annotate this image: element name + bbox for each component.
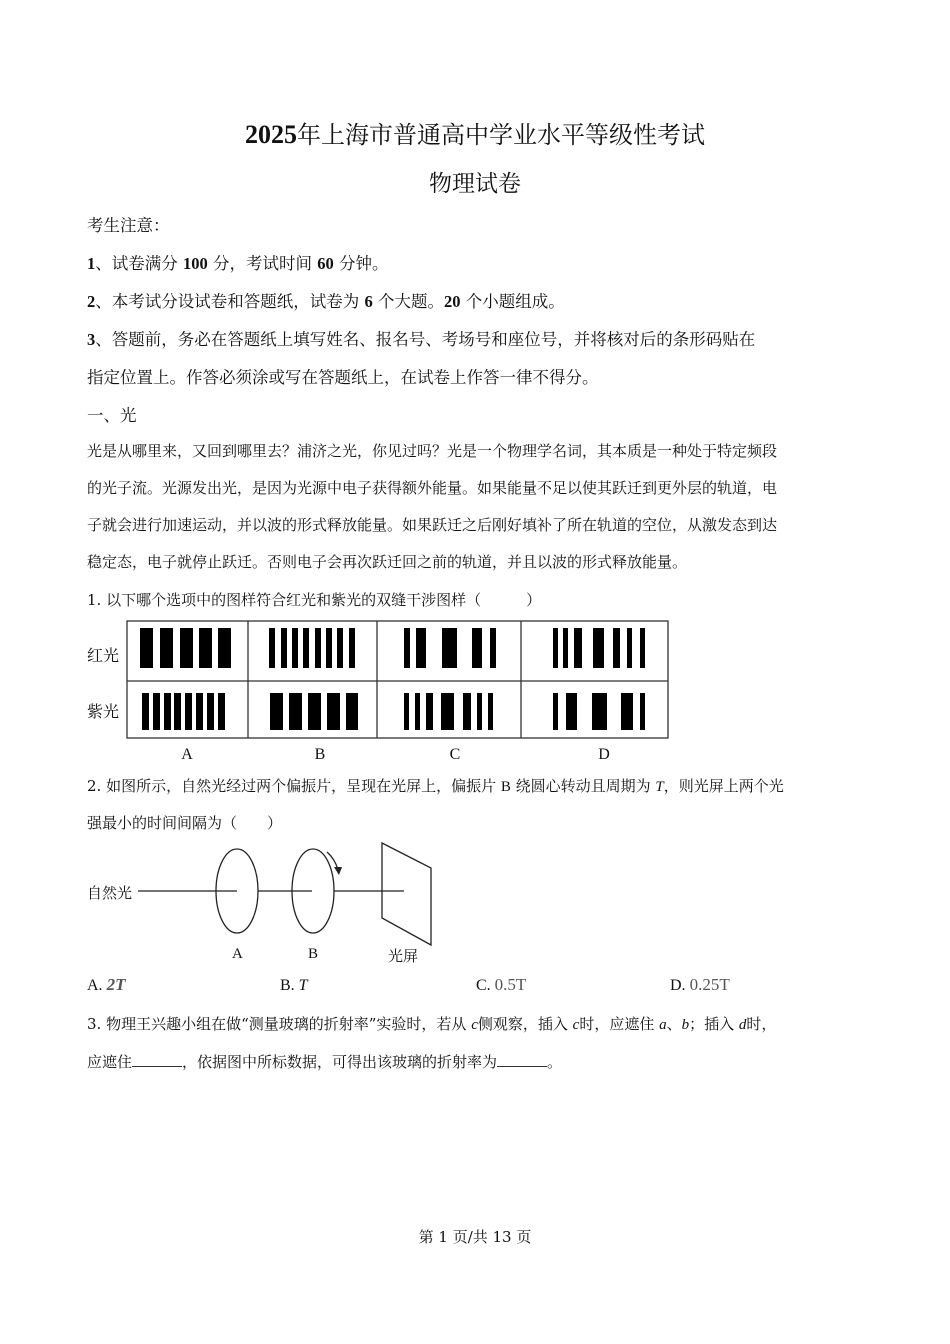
passage-line-2: 的光子流。光源发出光，是因为光源中电子获得额外能量。如果能量不足以使其跃迁到更外层的轨道，电 <box>87 479 778 497</box>
exam-subtitle: 物理试卷 <box>429 171 521 197</box>
q2-option-c[interactable]: C. 0.5T <box>476 975 527 994</box>
section-heading: 一、光 <box>87 406 137 425</box>
title-year: 2025 <box>245 120 297 149</box>
polarizer-b-label: B <box>308 946 319 962</box>
question-3-stem-line-2: 应遮住 ，依据图中所标数据，可得出该玻璃的折射率为 。 <box>87 1053 563 1071</box>
notice-item-2: 2、本考试分设试卷和答题纸，试卷为 6 个大题。20 个小题组成。 <box>87 292 565 311</box>
col-label-d: D <box>598 746 610 763</box>
q2-option-d[interactable]: D. 0.25T <box>670 975 730 994</box>
question-2-stem-line-1: 2. 如图所示，自然光经过两个偏振片，呈现在光屏上，偏振片 B 绕圆心转动且周期为 T，则光屏上两个光 <box>87 777 784 795</box>
answer-blank-2[interactable] <box>497 1052 547 1067</box>
rotation-arrow-icon <box>334 867 342 875</box>
question-1-stem: 1. 以下哪个选项中的图样符合红光和紫光的双缝干涉图样（ ） <box>87 591 542 609</box>
q2-option-a[interactable]: A. 2T <box>87 975 126 994</box>
row-label-red: 红光 <box>87 646 120 665</box>
passage-line-1: 光是从哪里来，又回到哪里去？浦济之光，你见过吗？光是一个物理学名词，其本质是一种处于特定频段 <box>87 442 778 460</box>
screen-label: 光屏 <box>388 947 419 965</box>
col-label-c: C <box>449 746 461 763</box>
col-label-a: A <box>181 746 193 763</box>
question-3-stem-line-1: 3. 物理王兴趣小组在做“测量玻璃的折射率”实验时，若从 c侧观察，插入 c时，应遮住 a、b；插入 d时， <box>87 1015 777 1033</box>
title-text: 年上海市普通高中学业水平等级性考试 <box>297 121 705 149</box>
notice-heading: 考生注意： <box>87 216 170 235</box>
row-label-violet: 紫光 <box>87 702 120 721</box>
question-2-stem-line-2: 强最小的时间间隔为（ ） <box>87 814 283 832</box>
col-label-b: B <box>314 746 326 763</box>
answer-blank-1[interactable] <box>132 1052 182 1067</box>
notice-item-3: 3、答题前，务必在答题纸上填写姓名、报名号、考场号和座位号，并将核对后的条形码贴在 <box>87 330 756 349</box>
polarizer-a-label: A <box>232 946 243 962</box>
passage-line-3: 子就会进行加速运动，并以波的形式释放能量。如果跃迁之后刚好填补了所在轨道的空位，从激发态到达 <box>87 516 778 534</box>
natural-light-label: 自然光 <box>87 884 133 902</box>
notice-item-3-cont: 指定位置上。作答必须涂或写在答题纸上，在试卷上作答一律不得分。 <box>87 368 599 387</box>
passage-line-4: 稳定态，电子就停止跃迁。否则电子会再次跃迁回之前的轨道，并且以波的形式释放能量。 <box>87 553 688 571</box>
page-footer: 第 1 页/共 13 页 <box>418 1228 532 1246</box>
notice-item-1: 1、试卷满分 100 分，考试时间 60 分钟。 <box>87 254 389 273</box>
q2-option-b[interactable]: B. T <box>280 977 308 994</box>
